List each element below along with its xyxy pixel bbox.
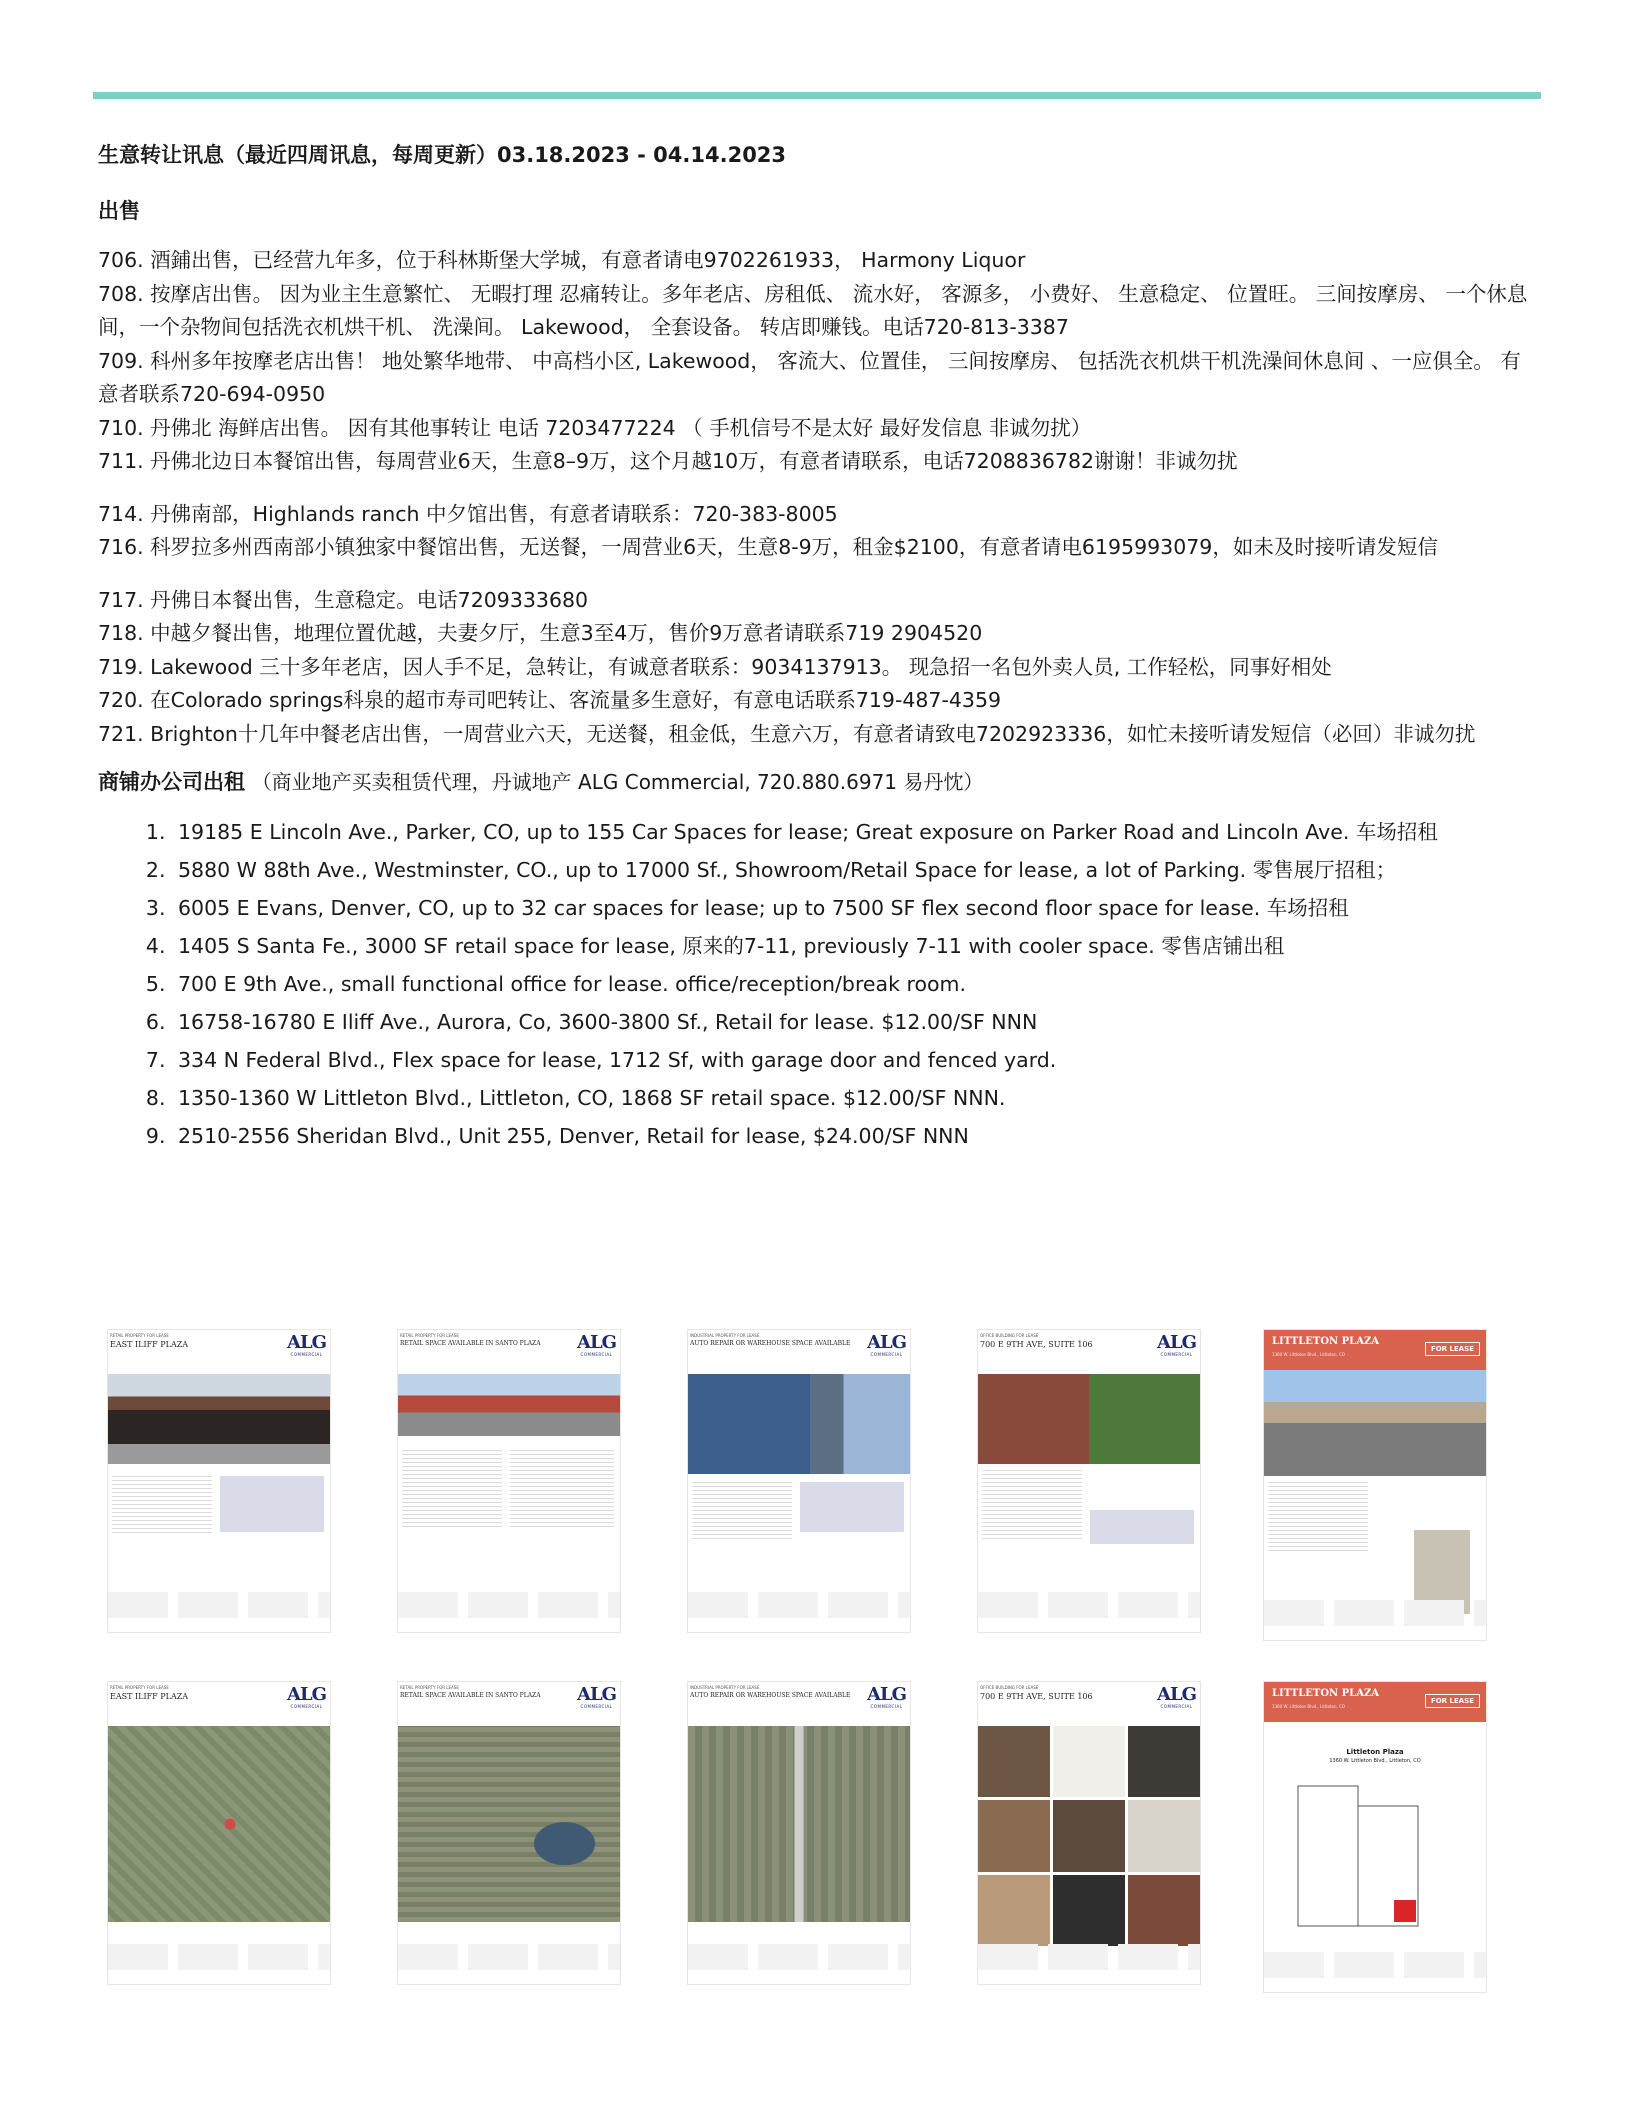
- lease-subheading: （商业地产买卖租赁代理，丹诚地产 ALG Commercial, 720.880.6971 易丹忱）: [251, 770, 984, 794]
- listing-718: 718. 中越夕餐出售，地理位置优越，夫妻夕厅，生意3至4万，售价9万意者请联系719 2904520: [98, 621, 983, 645]
- alg-logo: ALG COMMERCIAL: [287, 1332, 326, 1357]
- flyer-title: EAST ILIFF PLAZA: [110, 1692, 189, 1701]
- map-thumbnail-east-iliff[interactable]: [108, 1682, 330, 1984]
- lease-heading: 商铺办公司出租: [98, 770, 245, 794]
- office-building-photo: [978, 1374, 1200, 1464]
- flyer-kicker: INDUSTRIAL PROPERTY FOR LEASE: [690, 1333, 760, 1338]
- flyer-thumbnail-auto-repair[interactable]: [688, 1330, 910, 1632]
- flyer-thumbnail-700-e-9th[interactable]: [978, 1330, 1200, 1632]
- header-rule: [93, 92, 1541, 99]
- alg-logo: ALG COMMERCIAL: [577, 1332, 616, 1357]
- flyer-kicker: RETAIL PROPERTY FOR LEASE: [400, 1685, 459, 1690]
- flyer-kicker: OFFICE BUILDING FOR LEASE: [980, 1685, 1039, 1690]
- flyer-thumbnail-east-iliff[interactable]: [108, 1330, 330, 1632]
- lease-item: 6. 16758-16780 E Iliff Ave., Aurora, Co, 3600-3800 Sf., Retail for lease. $12.00/SF NNN: [172, 1003, 1538, 1041]
- flyer-kicker: INDUSTRIAL PROPERTY FOR LEASE: [690, 1685, 760, 1690]
- listing-720: 720. 在Colorado springs科泉的超市寿司吧转让、客流量多生意好，有意电话联系719-487-4359: [98, 688, 1002, 712]
- for-lease-badge: FOR LEASE: [1425, 1694, 1480, 1708]
- alg-logo: ALG COMMERCIAL: [577, 1684, 616, 1709]
- alg-logo: ALG COMMERCIAL: [287, 1684, 326, 1709]
- littleton-address: 1360 W. Littleton Blvd., Littleton, CO: [1272, 1704, 1346, 1709]
- aerial-map: [398, 1726, 620, 1922]
- listing-708: 708. 按摩店出售。 因为业主生意繁忙、 无暇打理 忍痛转让。多年老店、房租低、 流水好， 客源多， 小费好、 生意稳定、 位置旺。 三间按摩房、 一个休息间，一个杂物间包括洗衣机烘干机、 洗澡间。 Lakewood， 全套设备。 转店即赚钱。电话720-813-3387: [98, 281, 1528, 339]
- flyer-title: EAST ILIFF PLAZA: [110, 1340, 189, 1349]
- lease-item: 4. 1405 S Santa Fe., 3000 SF retail space for lease, 原来的7-11, previously 7-11 with cooler space. 零售店铺出租: [172, 927, 1538, 965]
- plaza-photo: [398, 1374, 620, 1436]
- flyer-title: RETAIL SPACE AVAILABLE IN SANTO PLAZA: [400, 1692, 541, 1699]
- lease-item: 9. 2510-2556 Sheridan Blvd., Unit 255, Denver, Retail for lease, $24.00/SF NNN: [172, 1117, 1538, 1155]
- sale-heading: 出售: [98, 199, 140, 223]
- map-thumbnail-santo-plaza[interactable]: [398, 1682, 620, 1984]
- listing-716: 716. 科罗拉多州西南部小镇独家中餐馆出售，无送餐，一周营业6天，生意8-9万，租金$2100，有意者请电6195993079，如未及时接听请发短信: [98, 535, 1438, 559]
- listing-714: 714. 丹佛南部，Highlands ranch 中夕馆出售，有意者请联系：720-383-8005: [98, 501, 838, 526]
- flyer-title: AUTO REPAIR OR WAREHOUSE SPACE AVAILABLE: [690, 1340, 851, 1347]
- page-title: 生意转让讯息（最近四周讯息，每周更新）03.18.2023 - 04.14.2023: [98, 143, 787, 167]
- map-thumbnail-auto-repair[interactable]: [688, 1682, 910, 1984]
- listing-709: 709. 科州多年按摩老店出售！ 地处繁华地带、 中高档小区, Lakewood， 客流大、位置佳， 三间按摩房、 包括洗衣机烘干机洗澡间休息间 、一应俱全。 有意者联系720-694-0950: [98, 348, 1521, 406]
- sale-listings: [98, 244, 1538, 751]
- littleton-title: LITTLETON PLAZA: [1272, 1336, 1380, 1347]
- littleton-title: LITTLETON PLAZA: [1272, 1688, 1380, 1699]
- listing-711: 711. 丹佛北边日本餐馆出售，每周营业6天，生意8–9万，这个月越10万，有意者请联系，电话7208836782谢谢！非诚勿扰: [98, 449, 1238, 473]
- alg-logo: ALG COMMERCIAL: [867, 1684, 906, 1709]
- lease-list: [98, 813, 1538, 1155]
- aerial-map: [688, 1726, 910, 1922]
- photos-thumbnail-700-e-9th[interactable]: [978, 1682, 1200, 1984]
- flyer-title: RETAIL SPACE AVAILABLE IN SANTO PLAZA: [400, 1340, 541, 1347]
- interior-photo-grid: [978, 1726, 1200, 1946]
- flyer-kicker: RETAIL PROPERTY FOR LEASE: [110, 1333, 169, 1338]
- lease-header: [98, 767, 1538, 797]
- flyer-kicker: RETAIL PROPERTY FOR LEASE: [110, 1685, 169, 1690]
- listing-710: 710. 丹佛北 海鲜店出售。 因有其他事转让 电话 7203477224 （ 手机信号不是太好 最好发信息 非诚勿扰）: [98, 415, 1092, 440]
- site-plan-diagram: [1294, 1782, 1454, 1932]
- listing-706: 706. 酒鋪出售，已经营九年多，位于科林斯堡大学城，有意者请电9702261933， Harmony Liquor: [98, 248, 1026, 272]
- flyer-kicker: RETAIL PROPERTY FOR LEASE: [400, 1333, 459, 1338]
- littleton-address: 1360 W. Littleton Blvd., Littleton, CO: [1272, 1352, 1346, 1357]
- lease-item: 3. 6005 E Evans, Denver, CO, up to 32 car spaces for lease; up to 7500 SF flex second floor space for lease. 车场招租: [172, 889, 1538, 927]
- listing-719: 719. Lakewood 三十多年老店，因人手不足，急转让，有诚意者联系：9034137913。 现急招一名包外卖人员, 工作轻松，同事好相处: [98, 654, 1332, 679]
- flyer-thumbnail-littleton-plaza[interactable]: [1264, 1330, 1486, 1640]
- storefront-photo: [108, 1374, 330, 1464]
- flyer-kicker: OFFICE BUILDING FOR LEASE: [980, 1333, 1039, 1338]
- lease-item: 8. 1350-1360 W Littleton Blvd., Littleton, CO, 1868 SF retail space. $12.00/SF NNN.: [172, 1079, 1538, 1117]
- flyer-thumbnail-santo-plaza[interactable]: [398, 1330, 620, 1632]
- flyer-title: 700 E 9TH AVE, SUITE 106: [980, 1340, 1093, 1349]
- listing-721: 721. Brighton十几年中餐老店出售，一周营业六天，无送餐，租金低，生意六万，有意者请致电7202923336，如忙未接听请发短信（必回）非诚勿扰: [98, 721, 1476, 746]
- lease-item: 2. 5880 W 88th Ave., Westminster, CO., up to 17000 Sf., Showroom/Retail Space for lease, a lot of Parking. 零售展厅招租；: [172, 851, 1538, 889]
- for-lease-badge: FOR LEASE: [1425, 1342, 1480, 1356]
- page-content: [98, 140, 1538, 1155]
- parking-lot-photo: [1264, 1370, 1486, 1476]
- alg-logo: ALG COMMERCIAL: [1157, 1684, 1196, 1709]
- flyer-title: AUTO REPAIR OR WAREHOUSE SPACE AVAILABLE: [690, 1692, 851, 1699]
- lease-item: 5. 700 E 9th Ave., small functional office for lease. office/reception/break room.: [172, 965, 1538, 1003]
- siteplan-thumbnail-littleton-plaza[interactable]: [1264, 1682, 1486, 1992]
- aerial-map: [108, 1726, 330, 1922]
- lease-item: 1. 19185 E Lincoln Ave., Parker, CO, up to 155 Car Spaces for lease; Great exposure on Parker Road and Lincoln Ave. 车场招租: [172, 813, 1538, 851]
- alg-logo: ALG COMMERCIAL: [867, 1332, 906, 1357]
- warehouse-photo: [688, 1374, 910, 1474]
- listing-717: 717. 丹佛日本餐出售，生意稳定。电话7209333680: [98, 587, 589, 612]
- site-plan-title: Littleton Plaza: [1346, 1748, 1404, 1756]
- flyer-title: 700 E 9TH AVE, SUITE 106: [980, 1692, 1093, 1701]
- alg-logo: ALG COMMERCIAL: [1157, 1332, 1196, 1357]
- site-plan-address: 1360 W. Littleton Blvd., Littleton, CO: [1329, 1758, 1421, 1764]
- lease-item: 7. 334 N Federal Blvd., Flex space for lease, 1712 Sf, with garage door and fenced yard.: [172, 1041, 1538, 1079]
